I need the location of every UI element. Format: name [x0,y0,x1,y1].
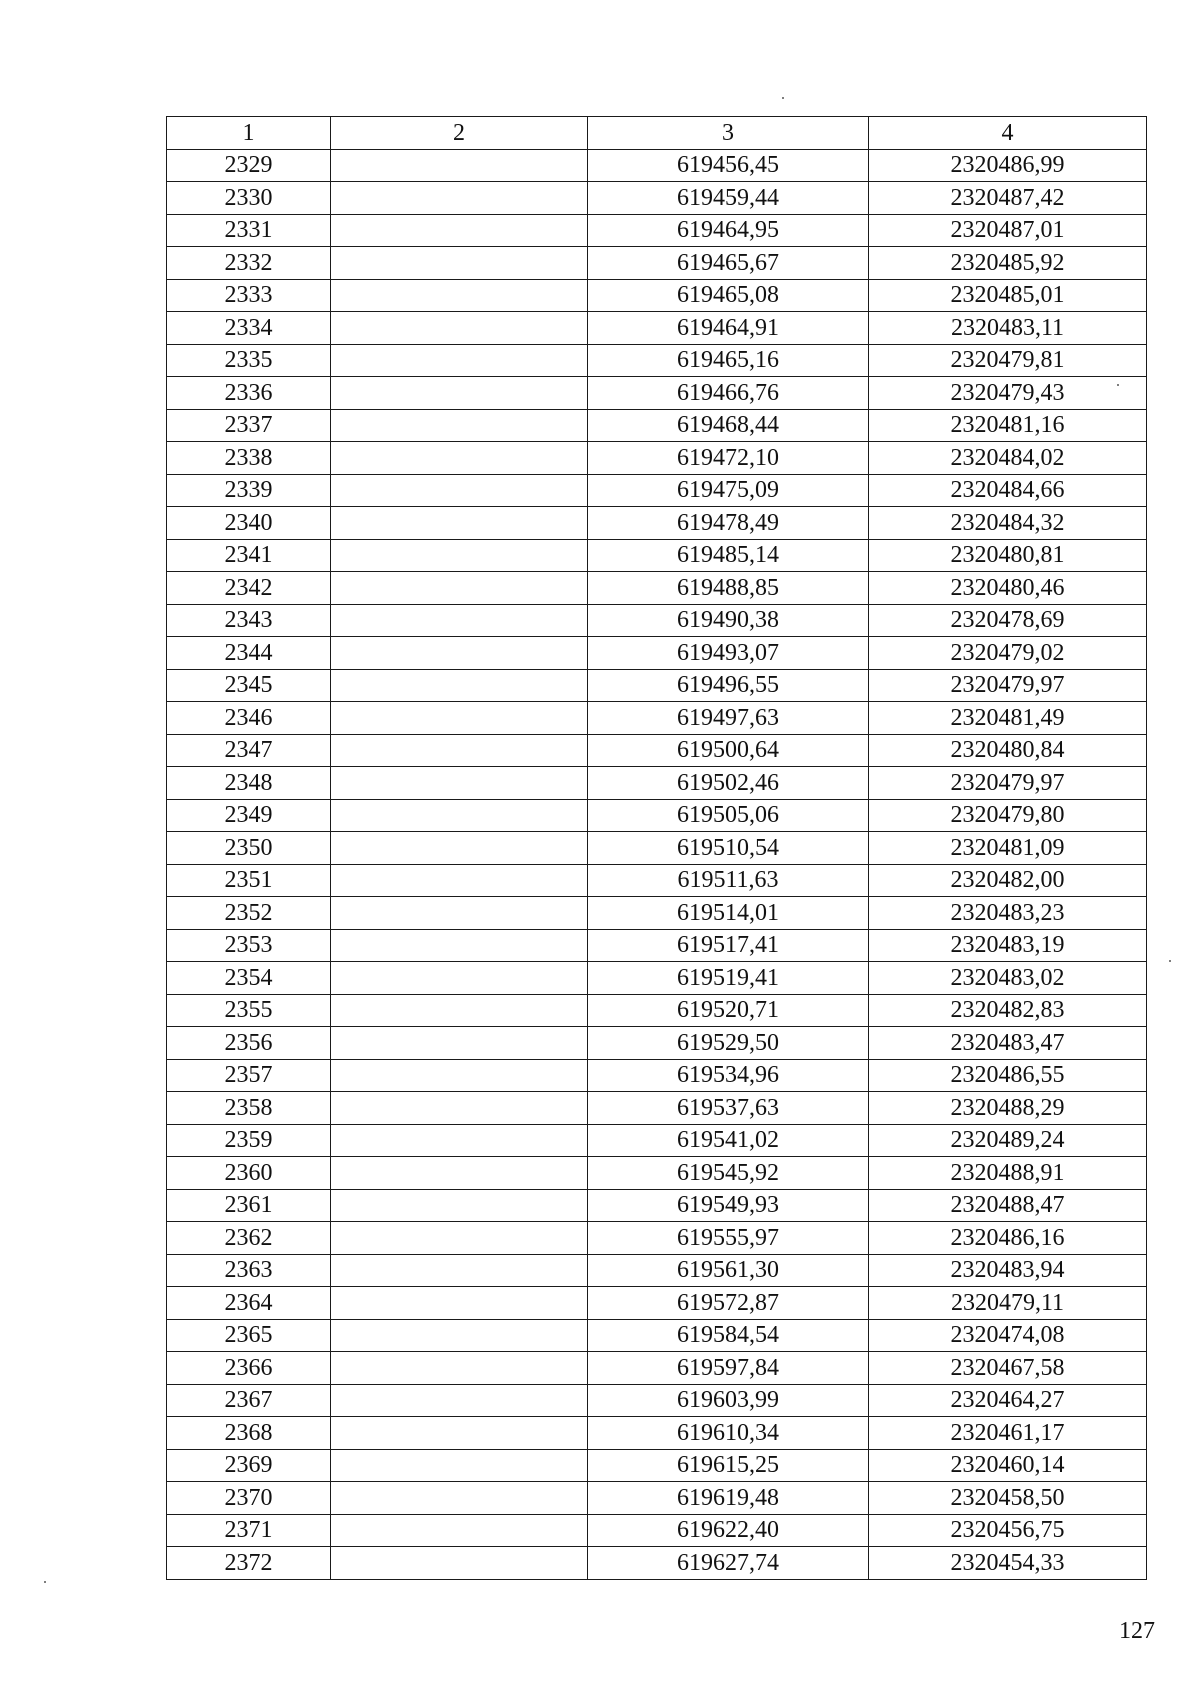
cell-y-coordinate: 2320488,47 [869,1189,1147,1222]
table-row [167,1027,1147,1060]
table-row [167,1352,1147,1385]
cell-x-coordinate: 619555,97 [588,1222,869,1255]
table-row [167,1189,1147,1222]
cell-point-number: 2372 [167,1547,331,1580]
cell-column-2 [331,1124,588,1157]
cell-x-coordinate: 619464,95 [588,214,869,247]
cell-x-coordinate: 619622,40 [588,1514,869,1547]
cell-column-2 [331,149,588,182]
cell-x-coordinate: 619459,44 [588,182,869,215]
cell-x-coordinate: 619584,54 [588,1319,869,1352]
cell-point-number: 2363 [167,1254,331,1287]
cell-x-coordinate: 619465,67 [588,247,869,280]
cell-y-coordinate: 2320486,55 [869,1059,1147,1092]
cell-point-number: 2337 [167,409,331,442]
table-row [167,1059,1147,1092]
cell-y-coordinate: 2320483,23 [869,897,1147,930]
cell-point-number: 2336 [167,377,331,410]
cell-x-coordinate: 619456,45 [588,149,869,182]
cell-point-number: 2351 [167,864,331,897]
header-cell-x-coordinate: 3 [588,117,869,150]
cell-point-number: 2349 [167,799,331,832]
table-row [167,929,1147,962]
cell-x-coordinate: 619493,07 [588,637,869,670]
cell-y-coordinate: 2320454,33 [869,1547,1147,1580]
cell-column-2 [331,539,588,572]
table-row [167,279,1147,312]
cell-column-2 [331,1449,588,1482]
header-cell-y-coordinate: 4 [869,117,1147,150]
table-row [167,799,1147,832]
cell-point-number: 2350 [167,832,331,865]
cell-point-number: 2348 [167,767,331,800]
cell-x-coordinate: 619541,02 [588,1124,869,1157]
cell-column-2 [331,442,588,475]
cell-point-number: 2369 [167,1449,331,1482]
cell-point-number: 2364 [167,1287,331,1320]
cell-column-2 [331,1319,588,1352]
cell-y-coordinate: 2320480,84 [869,734,1147,767]
cell-point-number: 2354 [167,962,331,995]
cell-y-coordinate: 2320481,09 [869,832,1147,865]
cell-point-number: 2370 [167,1482,331,1515]
cell-point-number: 2345 [167,669,331,702]
cell-y-coordinate: 2320479,43 [869,377,1147,410]
cell-point-number: 2366 [167,1352,331,1385]
cell-column-2 [331,182,588,215]
cell-y-coordinate: 2320461,17 [869,1417,1147,1450]
cell-y-coordinate: 2320486,16 [869,1222,1147,1255]
cell-y-coordinate: 2320483,19 [869,929,1147,962]
cell-y-coordinate: 2320458,50 [869,1482,1147,1515]
cell-y-coordinate: 2320489,24 [869,1124,1147,1157]
cell-column-2 [331,1287,588,1320]
cell-x-coordinate: 619502,46 [588,767,869,800]
cell-y-coordinate: 2320479,97 [869,767,1147,800]
table-row [167,1384,1147,1417]
cell-y-coordinate: 2320467,58 [869,1352,1147,1385]
cell-y-coordinate: 2320480,81 [869,539,1147,572]
cell-point-number: 2342 [167,572,331,605]
header-cell-point-number: 1 [167,117,331,150]
table-body [167,149,1147,1579]
cell-y-coordinate: 2320487,01 [869,214,1147,247]
cell-column-2 [331,1222,588,1255]
cell-column-2 [331,1189,588,1222]
cell-column-2 [331,1384,588,1417]
cell-x-coordinate: 619619,48 [588,1482,869,1515]
cell-x-coordinate: 619603,99 [588,1384,869,1417]
cell-column-2 [331,637,588,670]
table-row [167,539,1147,572]
cell-x-coordinate: 619572,87 [588,1287,869,1320]
cell-point-number: 2353 [167,929,331,962]
table-row [167,1514,1147,1547]
table-row [167,604,1147,637]
cell-x-coordinate: 619511,63 [588,864,869,897]
cell-x-coordinate: 619472,10 [588,442,869,475]
cell-y-coordinate: 2320483,47 [869,1027,1147,1060]
cell-y-coordinate: 2320484,66 [869,474,1147,507]
cell-column-2 [331,1482,588,1515]
cell-point-number: 2339 [167,474,331,507]
table-row [167,1319,1147,1352]
cell-x-coordinate: 619534,96 [588,1059,869,1092]
cell-column-2 [331,1417,588,1450]
cell-point-number: 2329 [167,149,331,182]
table-row [167,1417,1147,1450]
cell-column-2 [331,702,588,735]
cell-x-coordinate: 619519,41 [588,962,869,995]
cell-column-2 [331,377,588,410]
cell-x-coordinate: 619497,63 [588,702,869,735]
table-row [167,767,1147,800]
cell-x-coordinate: 619465,08 [588,279,869,312]
cell-point-number: 2333 [167,279,331,312]
scan-speck [1169,960,1171,962]
cell-x-coordinate: 619468,44 [588,409,869,442]
cell-column-2 [331,1027,588,1060]
table-row [167,994,1147,1027]
table-row [167,1124,1147,1157]
cell-point-number: 2360 [167,1157,331,1190]
table-row [167,1254,1147,1287]
table-row [167,832,1147,865]
cell-column-2 [331,1514,588,1547]
cell-point-number: 2359 [167,1124,331,1157]
cell-x-coordinate: 619475,09 [588,474,869,507]
cell-point-number: 2334 [167,312,331,345]
cell-x-coordinate: 619496,55 [588,669,869,702]
cell-column-2 [331,214,588,247]
cell-x-coordinate: 619597,84 [588,1352,869,1385]
cell-column-2 [331,507,588,540]
cell-point-number: 2365 [167,1319,331,1352]
cell-y-coordinate: 2320486,99 [869,149,1147,182]
header-cell-column-2: 2 [331,117,588,150]
cell-y-coordinate: 2320482,00 [869,864,1147,897]
cell-point-number: 2367 [167,1384,331,1417]
cell-point-number: 2343 [167,604,331,637]
cell-point-number: 2361 [167,1189,331,1222]
cell-y-coordinate: 2320479,11 [869,1287,1147,1320]
cell-column-2 [331,669,588,702]
cell-point-number: 2355 [167,994,331,1027]
cell-x-coordinate: 619488,85 [588,572,869,605]
cell-column-2 [331,1254,588,1287]
table-row [167,1482,1147,1515]
cell-x-coordinate: 619610,34 [588,1417,869,1450]
cell-y-coordinate: 2320483,94 [869,1254,1147,1287]
cell-column-2 [331,864,588,897]
cell-y-coordinate: 2320479,02 [869,637,1147,670]
cell-x-coordinate: 619500,64 [588,734,869,767]
cell-column-2 [331,767,588,800]
cell-column-2 [331,312,588,345]
cell-y-coordinate: 2320487,42 [869,182,1147,215]
cell-x-coordinate: 619490,38 [588,604,869,637]
table-row [167,1157,1147,1190]
cell-point-number: 2340 [167,507,331,540]
table-row [167,897,1147,930]
cell-y-coordinate: 2320484,02 [869,442,1147,475]
cell-y-coordinate: 2320456,75 [869,1514,1147,1547]
table-row [167,507,1147,540]
cell-y-coordinate: 2320480,46 [869,572,1147,605]
cell-column-2 [331,734,588,767]
table-row [167,474,1147,507]
cell-point-number: 2347 [167,734,331,767]
table-row [167,1222,1147,1255]
cell-y-coordinate: 2320484,32 [869,507,1147,540]
table-row [167,149,1147,182]
cell-point-number: 2357 [167,1059,331,1092]
cell-x-coordinate: 619561,30 [588,1254,869,1287]
cell-x-coordinate: 619529,50 [588,1027,869,1060]
cell-y-coordinate: 2320479,81 [869,344,1147,377]
cell-column-2 [331,799,588,832]
cell-point-number: 2371 [167,1514,331,1547]
cell-point-number: 2332 [167,247,331,280]
cell-column-2 [331,344,588,377]
table-row [167,1287,1147,1320]
cell-x-coordinate: 619517,41 [588,929,869,962]
cell-y-coordinate: 2320479,97 [869,669,1147,702]
cell-point-number: 2346 [167,702,331,735]
cell-point-number: 2356 [167,1027,331,1060]
cell-point-number: 2331 [167,214,331,247]
cell-y-coordinate: 2320483,02 [869,962,1147,995]
cell-y-coordinate: 2320478,69 [869,604,1147,637]
cell-column-2 [331,409,588,442]
cell-x-coordinate: 619627,74 [588,1547,869,1580]
cell-column-2 [331,1547,588,1580]
cell-y-coordinate: 2320464,27 [869,1384,1147,1417]
cell-column-2 [331,279,588,312]
cell-point-number: 2341 [167,539,331,572]
cell-point-number: 2368 [167,1417,331,1450]
cell-y-coordinate: 2320488,91 [869,1157,1147,1190]
cell-point-number: 2362 [167,1222,331,1255]
page-number: 127 [1119,1618,1155,1644]
cell-y-coordinate: 2320488,29 [869,1092,1147,1125]
cell-y-coordinate: 2320479,80 [869,799,1147,832]
table-row [167,734,1147,767]
table-row [167,962,1147,995]
cell-column-2 [331,572,588,605]
cell-y-coordinate: 2320485,92 [869,247,1147,280]
table-row [167,864,1147,897]
cell-x-coordinate: 619466,76 [588,377,869,410]
cell-x-coordinate: 619485,14 [588,539,869,572]
cell-x-coordinate: 619514,01 [588,897,869,930]
table-row [167,409,1147,442]
cell-x-coordinate: 619465,16 [588,344,869,377]
cell-y-coordinate: 2320483,11 [869,312,1147,345]
table-row [167,1449,1147,1482]
scan-speck [44,1581,46,1583]
table-row [167,637,1147,670]
cell-column-2 [331,247,588,280]
table-row [167,1547,1147,1580]
cell-y-coordinate: 2320481,16 [869,409,1147,442]
cell-point-number: 2352 [167,897,331,930]
table-row [167,344,1147,377]
table-row [167,442,1147,475]
cell-point-number: 2338 [167,442,331,475]
table-row [167,247,1147,280]
cell-column-2 [331,1059,588,1092]
cell-column-2 [331,832,588,865]
table-row [167,702,1147,735]
cell-x-coordinate: 619520,71 [588,994,869,1027]
cell-x-coordinate: 619510,54 [588,832,869,865]
cell-column-2 [331,994,588,1027]
cell-x-coordinate: 619537,63 [588,1092,869,1125]
cell-point-number: 2330 [167,182,331,215]
table-row [167,1092,1147,1125]
cell-x-coordinate: 619478,49 [588,507,869,540]
table-row [167,214,1147,247]
cell-column-2 [331,962,588,995]
table-row [167,572,1147,605]
cell-column-2 [331,1352,588,1385]
cell-column-2 [331,1092,588,1125]
cell-y-coordinate: 2320485,01 [869,279,1147,312]
table-row [167,312,1147,345]
cell-column-2 [331,1157,588,1190]
cell-y-coordinate: 2320481,49 [869,702,1147,735]
cell-column-2 [331,474,588,507]
cell-column-2 [331,897,588,930]
coordinates-table [166,116,1147,1580]
cell-x-coordinate: 619615,25 [588,1449,869,1482]
header-row [167,117,1147,150]
table-row [167,377,1147,410]
cell-y-coordinate: 2320460,14 [869,1449,1147,1482]
cell-point-number: 2344 [167,637,331,670]
cell-column-2 [331,929,588,962]
cell-point-number: 2358 [167,1092,331,1125]
table-row [167,182,1147,215]
table-header [167,117,1147,150]
cell-column-2 [331,604,588,637]
cell-point-number: 2335 [167,344,331,377]
cell-y-coordinate: 2320482,83 [869,994,1147,1027]
cell-x-coordinate: 619549,93 [588,1189,869,1222]
table-row [167,669,1147,702]
cell-y-coordinate: 2320474,08 [869,1319,1147,1352]
scan-speck [782,97,784,99]
cell-x-coordinate: 619545,92 [588,1157,869,1190]
cell-x-coordinate: 619505,06 [588,799,869,832]
cell-x-coordinate: 619464,91 [588,312,869,345]
